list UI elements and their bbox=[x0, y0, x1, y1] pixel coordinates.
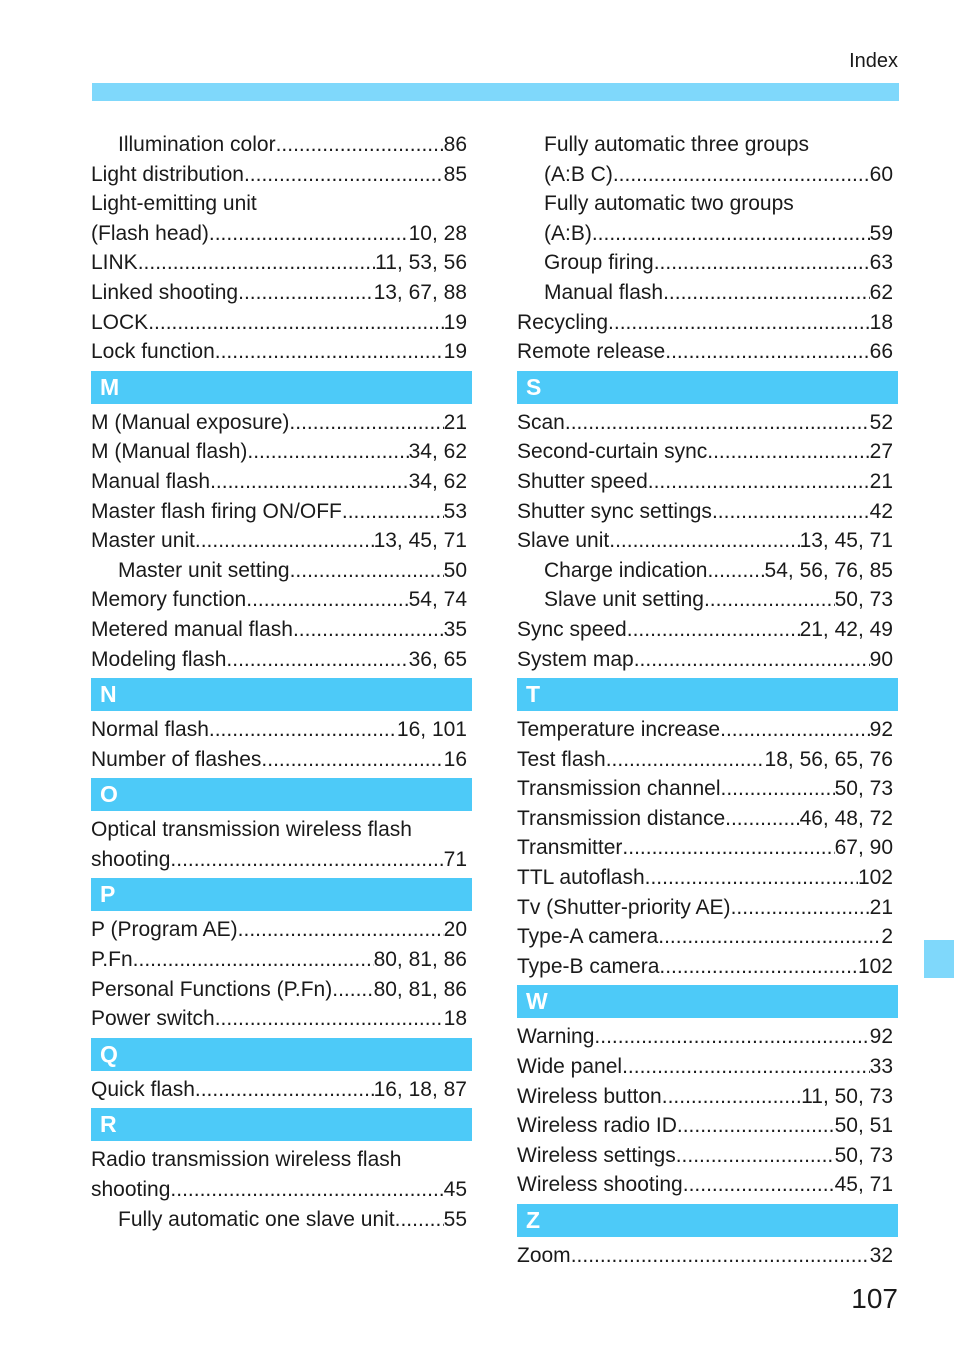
index-pages: 13, 67, 88 bbox=[373, 280, 467, 304]
index-entry bbox=[517, 278, 898, 308]
index-pages: 21 bbox=[443, 410, 467, 434]
index-entry bbox=[517, 130, 898, 160]
dot-leader bbox=[712, 497, 870, 527]
dot-leader bbox=[707, 437, 869, 467]
index-entry bbox=[517, 1141, 898, 1171]
index-pages: 80, 81, 86 bbox=[373, 977, 467, 1001]
index-term: Temperature increase bbox=[517, 718, 721, 742]
index-entry bbox=[517, 1052, 898, 1082]
section-heading: M bbox=[91, 371, 472, 404]
index-term: TTL autoflash bbox=[517, 866, 645, 890]
index-entry bbox=[517, 585, 898, 615]
index-pages: 86 bbox=[443, 133, 467, 156]
index-entry bbox=[517, 526, 898, 556]
index-pages: 18 bbox=[443, 1007, 467, 1031]
index-term: Sync speed bbox=[517, 617, 627, 641]
index-entry bbox=[91, 1175, 472, 1205]
dot-leader bbox=[704, 585, 835, 615]
dot-leader bbox=[170, 1175, 443, 1205]
index-entry bbox=[517, 1241, 898, 1271]
index-entry bbox=[91, 1075, 472, 1105]
index-term: Number of flashes bbox=[91, 747, 262, 771]
index-pages: 54, 56, 76, 85 bbox=[764, 558, 893, 582]
index-entry bbox=[91, 1205, 472, 1235]
index-entry bbox=[91, 815, 472, 845]
index-term: Slave unit setting bbox=[544, 588, 704, 612]
index-pages: 18, 56, 65, 76 bbox=[764, 747, 893, 771]
index-term: Wide panel bbox=[517, 1055, 623, 1079]
index-entry bbox=[517, 248, 898, 278]
index-pages: 52 bbox=[869, 410, 893, 434]
index-entry bbox=[91, 497, 472, 527]
index-entry bbox=[91, 408, 472, 438]
index-term: Radio transmission wireless flash bbox=[91, 1148, 402, 1172]
section-heading: Q bbox=[91, 1038, 472, 1071]
index-entry bbox=[517, 1170, 898, 1200]
index-pages: 32 bbox=[869, 1244, 893, 1267]
index-entry bbox=[91, 160, 472, 190]
index-pages: 16, 101 bbox=[396, 718, 467, 742]
dot-leader bbox=[594, 1022, 869, 1052]
index-entry bbox=[517, 1082, 898, 1112]
index-term: Memory function bbox=[91, 588, 247, 612]
index-term: Linked shooting bbox=[91, 280, 239, 304]
index-pages: 46, 48, 72 bbox=[799, 806, 893, 830]
index-entry bbox=[91, 915, 472, 945]
header-bar bbox=[92, 83, 899, 101]
index-pages: 55 bbox=[443, 1207, 467, 1231]
index-term: Fully automatic two groups bbox=[544, 192, 794, 216]
index-term: shooting bbox=[91, 847, 171, 871]
index-term: Test flash bbox=[517, 747, 606, 771]
index-entry bbox=[517, 1022, 898, 1052]
index-pages: 21, 42, 49 bbox=[799, 617, 893, 641]
index-term: Type-B camera bbox=[517, 954, 660, 978]
dot-leader bbox=[609, 526, 799, 556]
dot-leader bbox=[659, 952, 858, 982]
index-entry bbox=[517, 308, 898, 338]
dot-leader bbox=[215, 337, 444, 367]
index-term: M (Manual flash) bbox=[91, 440, 248, 464]
dot-leader bbox=[238, 915, 444, 945]
dot-leader bbox=[261, 745, 443, 775]
index-pages: 80, 81, 86 bbox=[373, 948, 467, 972]
index-entry bbox=[517, 833, 898, 863]
index-term: Scan bbox=[517, 410, 565, 434]
dot-leader bbox=[395, 1205, 444, 1235]
section-heading: S bbox=[517, 371, 898, 404]
index-term: Tv (Shutter-priority AE) bbox=[517, 895, 731, 919]
index-term: Fully automatic three groups bbox=[544, 133, 809, 156]
index-pages: 92 bbox=[869, 1025, 893, 1049]
dot-leader bbox=[244, 160, 444, 190]
index-entry bbox=[91, 308, 472, 338]
index-term: Transmitter bbox=[517, 836, 623, 860]
index-entry bbox=[91, 526, 472, 556]
dot-leader bbox=[195, 1075, 374, 1105]
dot-leader bbox=[613, 160, 870, 190]
section-heading: Z bbox=[517, 1204, 898, 1237]
dot-leader bbox=[246, 585, 408, 615]
index-term: Illumination color bbox=[118, 133, 276, 156]
index-term: Shutter sync settings bbox=[517, 499, 712, 523]
dot-leader bbox=[565, 408, 870, 438]
dot-leader bbox=[622, 833, 834, 863]
index-pages: 42 bbox=[869, 499, 893, 523]
dot-leader bbox=[731, 893, 870, 923]
index-term: Warning bbox=[517, 1025, 595, 1049]
index-pages: 50 bbox=[443, 558, 467, 582]
index-term: M (Manual exposure) bbox=[91, 410, 290, 434]
index-entry bbox=[517, 863, 898, 893]
index-pages: 63 bbox=[869, 251, 893, 275]
dot-leader bbox=[654, 248, 870, 278]
index-entry bbox=[517, 160, 898, 190]
index-term: Light-emitting unit bbox=[91, 192, 257, 216]
section-heading: N bbox=[91, 678, 472, 711]
index-term: (A:B) bbox=[544, 221, 592, 245]
index-entry bbox=[91, 715, 472, 745]
dot-leader bbox=[138, 248, 375, 278]
index-term: Wireless shooting bbox=[517, 1173, 683, 1197]
dot-leader bbox=[662, 1082, 801, 1112]
dot-leader bbox=[683, 1170, 835, 1200]
index-term: Master flash firing ON/OFF bbox=[91, 499, 342, 523]
index-term: Quick flash bbox=[91, 1077, 195, 1101]
index-pages: 16, 18, 87 bbox=[373, 1077, 467, 1101]
dot-leader bbox=[332, 975, 373, 1005]
index-pages: 19 bbox=[443, 340, 467, 364]
index-term: Lock function bbox=[91, 340, 215, 364]
index-term: Power switch bbox=[91, 1007, 215, 1031]
dot-leader bbox=[627, 615, 800, 645]
index-entry bbox=[91, 975, 472, 1005]
index-entry bbox=[517, 219, 898, 249]
index-term: Metered manual flash bbox=[91, 617, 293, 641]
index-term: Light distribution bbox=[91, 162, 244, 186]
index-pages: 67, 90 bbox=[834, 836, 893, 860]
index-entry bbox=[91, 278, 472, 308]
index-entry bbox=[517, 556, 898, 586]
index-term: Transmission channel bbox=[517, 777, 721, 801]
index-term: Personal Functions (P.Fn) bbox=[91, 977, 333, 1001]
index-column-left bbox=[91, 130, 472, 1234]
index-term: (A:B C) bbox=[544, 162, 613, 186]
dot-leader bbox=[210, 467, 409, 497]
index-entry bbox=[91, 1004, 472, 1034]
index-term: Normal flash bbox=[91, 718, 209, 742]
dot-leader bbox=[293, 615, 444, 645]
index-pages: 54, 74 bbox=[408, 588, 467, 612]
dot-leader bbox=[665, 337, 869, 367]
index-term: Transmission distance bbox=[517, 806, 726, 830]
dot-leader bbox=[209, 715, 397, 745]
dot-leader bbox=[148, 308, 443, 338]
index-entry bbox=[517, 467, 898, 497]
index-pages: 21 bbox=[869, 469, 893, 493]
index-entry bbox=[517, 645, 898, 675]
index-entry bbox=[91, 189, 472, 219]
index-term: LOCK bbox=[91, 310, 149, 334]
index-term: Group firing bbox=[544, 251, 654, 275]
index-term: Optical transmission wireless flash bbox=[91, 818, 412, 842]
index-pages: 19 bbox=[443, 310, 467, 334]
dot-leader bbox=[133, 945, 374, 975]
dot-leader bbox=[634, 645, 870, 675]
dot-leader bbox=[677, 1111, 835, 1141]
dot-leader bbox=[707, 556, 764, 586]
index-pages: 13, 45, 71 bbox=[799, 529, 893, 553]
index-pages: 50, 73 bbox=[834, 777, 893, 801]
index-entry bbox=[91, 645, 472, 675]
index-term: Master unit setting bbox=[118, 558, 290, 582]
dot-leader bbox=[645, 863, 858, 893]
index-entry bbox=[91, 745, 472, 775]
index-term: Charge indication bbox=[544, 558, 708, 582]
index-term: Wireless settings bbox=[517, 1143, 676, 1167]
index-pages: 102 bbox=[857, 866, 893, 890]
index-entry bbox=[91, 615, 472, 645]
index-term: Second-curtain sync bbox=[517, 440, 708, 464]
header-section-label: Index bbox=[849, 50, 898, 72]
index-pages: 21 bbox=[869, 895, 893, 919]
index-entry bbox=[517, 437, 898, 467]
index-pages: 53 bbox=[443, 499, 467, 523]
index-term: Zoom bbox=[517, 1244, 571, 1267]
index-term: Recycling bbox=[517, 310, 609, 334]
dot-leader bbox=[238, 278, 373, 308]
dot-leader bbox=[663, 278, 870, 308]
index-pages: 2 bbox=[881, 925, 893, 949]
index-entry bbox=[517, 189, 898, 219]
index-term: (Flash head) bbox=[91, 221, 209, 245]
index-pages: 13, 45, 71 bbox=[373, 529, 467, 553]
index-entry bbox=[91, 1145, 472, 1175]
index-term: P.Fn bbox=[91, 948, 133, 972]
dot-leader bbox=[725, 804, 799, 834]
index-entry bbox=[517, 337, 898, 367]
index-side-tab bbox=[924, 940, 954, 978]
dot-leader bbox=[648, 467, 870, 497]
dot-leader bbox=[195, 526, 374, 556]
dot-leader bbox=[720, 715, 870, 745]
index-entry bbox=[517, 804, 898, 834]
index-pages: 34, 62 bbox=[408, 469, 467, 493]
index-term: P (Program AE) bbox=[91, 918, 238, 942]
dot-leader bbox=[170, 845, 443, 875]
index-entry bbox=[91, 585, 472, 615]
index-pages: 11, 50, 73 bbox=[801, 1084, 893, 1108]
dot-leader bbox=[658, 922, 881, 952]
index-entry bbox=[517, 408, 898, 438]
index-term: Shutter speed bbox=[517, 469, 648, 493]
index-pages: 33 bbox=[869, 1055, 893, 1079]
index-pages: 11, 53, 56 bbox=[375, 251, 467, 275]
index-pages: 36, 65 bbox=[408, 647, 467, 671]
index-term: LINK bbox=[91, 251, 138, 275]
index-entry bbox=[517, 1111, 898, 1141]
index-pages: 50, 73 bbox=[834, 1143, 893, 1167]
index-term: Remote release bbox=[517, 340, 666, 364]
index-term: Manual flash bbox=[544, 280, 664, 304]
index-entry bbox=[91, 556, 472, 586]
index-pages: 102 bbox=[857, 954, 893, 978]
index-term: Manual flash bbox=[91, 469, 211, 493]
index-entry bbox=[91, 845, 472, 875]
dot-leader bbox=[276, 130, 444, 160]
index-term: Master unit bbox=[91, 529, 195, 553]
index-entry bbox=[517, 615, 898, 645]
index-pages: 62 bbox=[869, 280, 893, 304]
index-pages: 50, 73 bbox=[834, 588, 893, 612]
dot-leader bbox=[247, 437, 408, 467]
index-entry bbox=[91, 467, 472, 497]
dot-leader bbox=[676, 1141, 835, 1171]
index-term: Wireless radio ID bbox=[517, 1114, 677, 1138]
dot-leader bbox=[290, 556, 444, 586]
index-entry bbox=[91, 945, 472, 975]
page-number: 107 bbox=[851, 1283, 898, 1314]
index-pages: 60 bbox=[869, 162, 893, 186]
index-pages: 59 bbox=[869, 221, 893, 245]
index-pages: 45, 71 bbox=[834, 1173, 893, 1197]
index-pages: 66 bbox=[869, 340, 893, 364]
index-entry bbox=[517, 952, 898, 982]
dot-leader bbox=[720, 774, 834, 804]
index-entry bbox=[91, 219, 472, 249]
index-pages: 18 bbox=[869, 310, 893, 334]
dot-leader bbox=[342, 497, 444, 527]
index-pages: 27 bbox=[869, 440, 893, 464]
index-pages: 45 bbox=[443, 1178, 467, 1202]
dot-leader bbox=[209, 219, 409, 249]
index-term: shooting bbox=[91, 1178, 171, 1202]
index-pages: 20 bbox=[443, 918, 467, 942]
dot-leader bbox=[289, 408, 443, 438]
dot-leader bbox=[215, 1004, 444, 1034]
index-pages: 34, 62 bbox=[408, 440, 467, 464]
index-pages: 50, 51 bbox=[834, 1114, 893, 1138]
index-entry bbox=[517, 774, 898, 804]
section-heading: P bbox=[91, 878, 472, 911]
index-term: Fully automatic one slave unit bbox=[118, 1207, 395, 1231]
index-entry bbox=[517, 715, 898, 745]
index-pages: 71 bbox=[443, 847, 467, 871]
dot-leader bbox=[606, 745, 765, 775]
index-entry bbox=[517, 893, 898, 923]
section-heading: O bbox=[91, 778, 472, 811]
index-term: Wireless button bbox=[517, 1084, 662, 1108]
index-term: Modeling flash bbox=[91, 647, 227, 671]
index-column-right bbox=[517, 130, 898, 1271]
index-entry bbox=[517, 922, 898, 952]
index-term: Type-A camera bbox=[517, 925, 659, 949]
index-pages: 35 bbox=[443, 617, 467, 641]
index-pages: 16 bbox=[443, 747, 467, 771]
index-entry bbox=[517, 745, 898, 775]
index-pages: 92 bbox=[869, 718, 893, 742]
dot-leader bbox=[592, 219, 870, 249]
section-heading: R bbox=[91, 1108, 472, 1141]
index-term: System map bbox=[517, 647, 634, 671]
index-entry bbox=[517, 497, 898, 527]
section-heading: T bbox=[517, 678, 898, 711]
index-entry bbox=[91, 130, 472, 160]
dot-leader bbox=[571, 1241, 870, 1271]
dot-leader bbox=[622, 1052, 870, 1082]
index-entry bbox=[91, 248, 472, 278]
index-pages: 85 bbox=[443, 162, 467, 186]
index-pages: 10, 28 bbox=[408, 221, 467, 245]
section-heading: W bbox=[517, 985, 898, 1018]
index-term: Slave unit bbox=[517, 529, 610, 553]
dot-leader bbox=[226, 645, 408, 675]
index-entry bbox=[91, 437, 472, 467]
dot-leader bbox=[608, 308, 870, 338]
index-pages: 90 bbox=[869, 647, 893, 671]
index-entry bbox=[91, 337, 472, 367]
